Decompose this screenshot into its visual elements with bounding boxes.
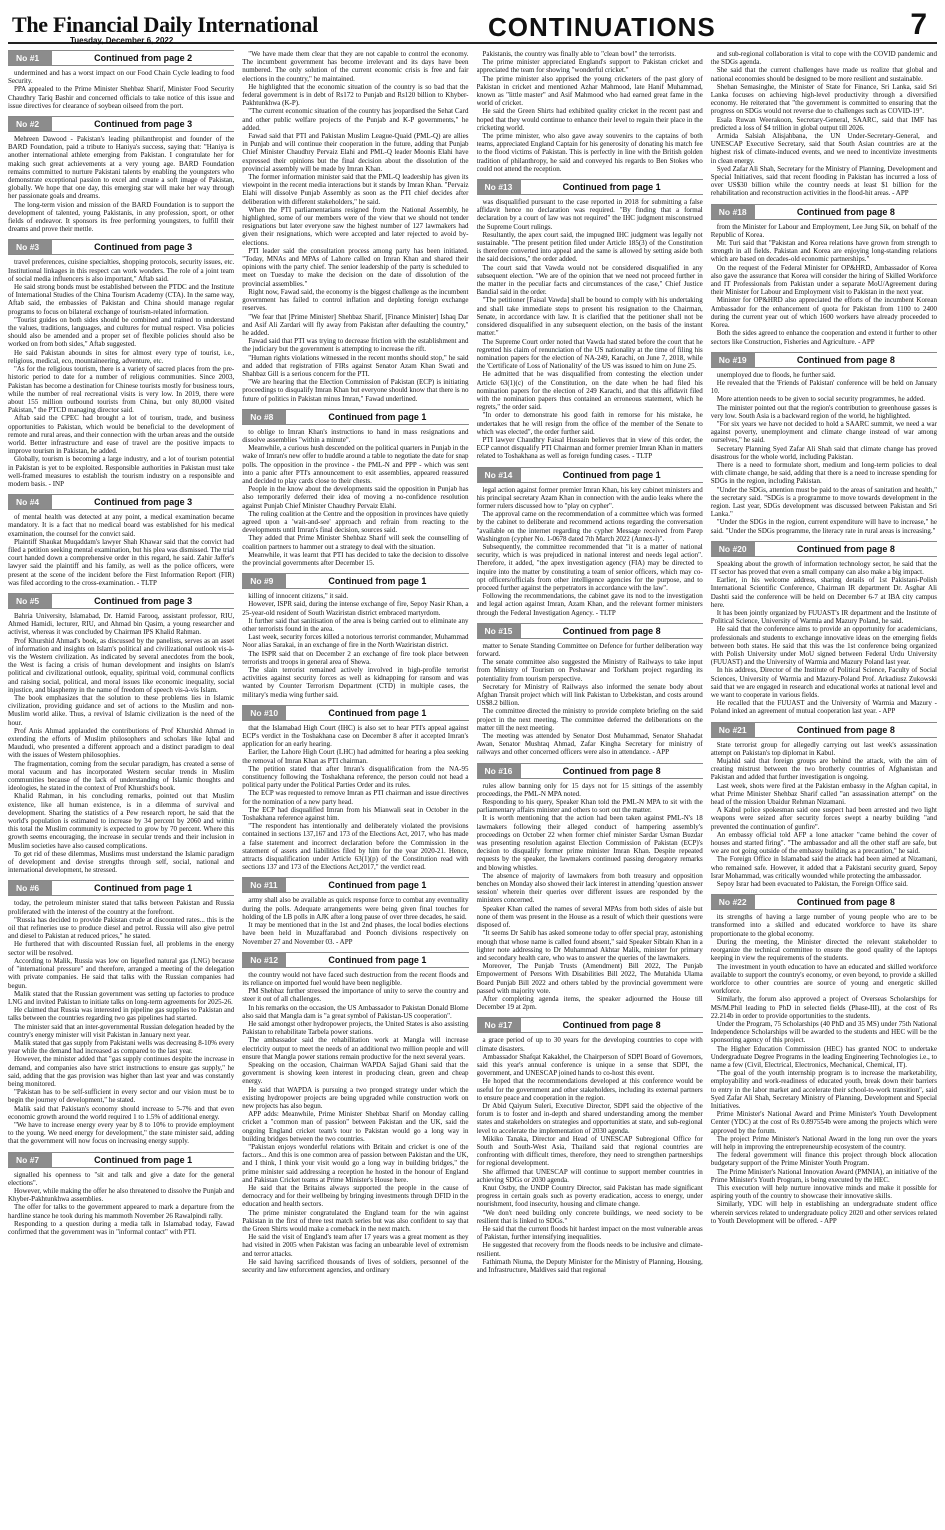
story-paragraph: Last week, shots were fired at the Pakistan embassy in the Afghan capital, in what Prime Minister Shehbaz Sharif called "an assassination attempt" on the head of the mission Ubaidur Rehman Nizamani. [710, 781, 937, 807]
story-paragraph: It further said that sanitisation of the area is being carried out to eliminate any other terrorists found in the area. [242, 616, 469, 633]
story-body [242, 896, 468, 945]
story-header [8, 116, 234, 132]
story-paragraph: He said having sacrificed thousands of lives of soldiers, personnel of the security and law enforcement agencies, and ordinary [242, 1257, 469, 1275]
story-number-badge: No #6 [8, 881, 52, 895]
story-body [711, 913, 937, 1225]
story-paragraph: However, the minister added that "gas supply continues despite the increase in demand, and companies also have strict instructions to ensure gas supply," he said, adding that the gas provision was higher than last year and was constantly being monitored. [8, 1055, 235, 1088]
story-paragraph: The federal government will finance this project through block allocation budgetary support of the Prime Minister Youth Program. [710, 1151, 937, 1168]
story-paragraph: When the PTI parliamentarians resigned from the National Assembly, he highlighted, some of our members were of the view that we should not tender resignations but later everyone saw the highest number of 127 lawmakers had given their resignations, which were accepted and later rejected to avoid by-elections. [242, 205, 469, 247]
continued-from-label: Continued from page 3 [94, 497, 193, 508]
story-header [8, 880, 234, 896]
story-paragraph: was disqualified pursuant to the case reported in 2018 for submitting a false affidavit hence no declaration was required. "By finding that a formal declaration by a court of law was not required" the IHC judgment misconstrued the Supreme Court rulings. [476, 198, 703, 231]
story-paragraph: army shall also be available as quick response force to combat any eventuality during the polls. Adequate arrangements were being given final touches for holding of the LB polls in AJK after a long pause of over three decades, he said. [242, 896, 469, 921]
story-paragraph: The ECP was requested to remove Imran as PTI chairman and issue directives for the nomination of a new party head. [242, 789, 469, 806]
story-paragraph: The Prime Minister's National Innovation Award (PMNIA), an initiative of the Prime Minister's Youth Program, is being executed by the HEC. [710, 1167, 937, 1184]
story-paragraph: Responding to his query, Speaker Khan told the PML-N MPA to sit with the parliamentary affairs minister and others to sort out the matter. [476, 798, 703, 815]
story-number-badge: No #20 [711, 542, 755, 556]
continued-story [711, 894, 937, 1225]
story-paragraph: Prof Anis Ahmad applauded the contributions of Prof Khurshid Ahmad in extending the efforts of Muslim philosophers and scholars like Iqbal and Maududi, who presented a different approach and a distinct paradigm to deal with the issues of Western philosophies. [8, 726, 235, 760]
story-body [477, 1036, 703, 1274]
story-paragraph: "Tourist guides on both sides should be combined and trained to understand the values, traditions, languages, and cultures for mutual respect. Visa policies should also be amended and a proper set of flexible policies should also be worked on from both sides," Aftab suggested. [8, 315, 235, 349]
story-paragraph: She affirmed that UNESCAP will continue to support member countries in achieving SDGs or 2030 agenda. [476, 1167, 703, 1184]
story-header [711, 894, 937, 910]
story-paragraph: Moreover, The Punjab Trusts (Amendment) Bill 2022, The Punjab Empowerment of Persons With Disabilities Bill 2022, The Mutahida Ulama Board Punjab Bill 2022 and others tabled by the provincial government were passed with majority vote. [476, 962, 703, 995]
continued-story [477, 467, 703, 617]
story-paragraph: and sub-regional collaboration is vital to cope with the COVID pandemic and the SDGs agenda. [710, 50, 937, 67]
story-paragraph: undermined and has a worst impact on our Food Chain Cycle leading to food Security. [8, 69, 235, 86]
story-paragraph: The offer for talks to the government appeared to mark a departure from the hardline stance he took during his mammoth November 26 Rawalpindi rally. [8, 1203, 235, 1220]
continued-from-label: Continued from page 8 [562, 765, 661, 776]
column-4 [711, 50, 937, 1524]
story-header [711, 204, 937, 220]
story-paragraph: Similarly, the forum also approved a project of Overseas Scholarships for MS/M.Phil leading to PhD in selected fields (Phase-III), at the cost of Rs 22.214b in order to provide opportunities to the students. [710, 995, 937, 1020]
continued-story [8, 116, 234, 233]
story-body [711, 223, 937, 346]
story-paragraph: "The goal of the youth internship program is to increase the marketability, employability and work-readiness of educated youth, break down their barriers to entry in the labor market and accelerate their school-to-work transition", said Syed Zafar Ali Shah, Secretary Ministry of Planning, Development and Special Initiatives. [710, 1069, 937, 1110]
story-number-badge: No #8 [242, 410, 286, 424]
story-number-badge: No #2 [8, 117, 52, 131]
continued-story [8, 50, 234, 110]
story-paragraph: Minister for OP&HRD also appreciated the efforts of the incumbent Korean Ambassador for the enhancement of quota for Pakistan from 1100 to 2400 during the current year out of which 1600 workers have already proceeded to Korea. [710, 296, 937, 330]
story-number-badge: No #15 [477, 624, 521, 638]
story-paragraph: Mehreen Dawood - Pakistan's leading philanthropist and founder of the BARD Foundation, paid a tribute to Haniya's success, saying that: "Haniya is another international athlete emerging from Pakistan. I congratulate her for making such great achievements at a very young age. BARD Foundation remains committed to nurture Pakistani talents by enabling the youngsters who demonstrate exceptional passion to excel and create a soft image of Pakistan, globally. We hope that one day, this emerging star will make her way through her passionate goals and dreams. [8, 135, 235, 201]
story-body [8, 258, 234, 488]
continued-from-label: Continued from page 8 [796, 206, 895, 217]
continued-from-label: Continued from page 8 [796, 724, 895, 735]
story-paragraph: Fawad said that PTI and Pakistan Muslim League-Quaid (PML-Q) are allies in Punjab and will continue their cooperation in the future, adding that Punjab Chief Minister Chaudhry Pervaiz Elahi and PML-Q leader Moonis Elahi have expressed their opinions but the final decision about the dissolution of the provincial assembly will be made by Imran Khan. [242, 132, 469, 173]
continued-story [477, 50, 703, 173]
story-paragraph: He said strong bonds must be established between the PTDC and the Institute of International Studies of the China Tourism Academy (CTA). In the same way, Aftab said, the embassies of Pakistan and China should manage regular programs to focus on bilateral exchange of tourism-related information. [8, 283, 235, 316]
story-paragraph: "The respondent has intentionally and deliberately violated the provisions contained in sections 137,167 and 173 of the Elections Act, 2017, who has made a false statement and incorrect declaration before the Commission in the statement of assets and liabilities filed by him for the year 2020-21. Hence, attracts disqualification under Article 63(1)(p) of the Constitution read with sections 137 and 173 of the Elections Act,2017," the verdict read. [242, 822, 469, 872]
story-paragraph: The fragmentation, coming from the secular paradigm, has created a sense of moral vacuum and has incorporated Western secular trends in Muslim communities because of the lack of understanding of Islamic thoughts and ideologies, he stated in the context of Prof Khurshid's book. [8, 759, 235, 793]
continued-from-label: Continued from page 1 [94, 883, 193, 894]
story-paragraph: Esala Ruwan Weerakoon, Secretary-General, SAARC, said that IMF has predicted a loss of $4 trillion in global output till 2026. [710, 115, 937, 132]
story-header [477, 623, 703, 639]
story-paragraph: Speaking about the growth of information technology sector, he said that the IT sector has proved that even a small company can also make a big impact. [710, 559, 937, 576]
continued-story [711, 722, 937, 889]
story-header [242, 573, 468, 589]
story-paragraph: "We fear that [Prime Minister] Shehbaz Sharif, [Finance Minister] Ishaq Dar and Asif Ali Zardari will fly away from Pakistan after defaulting the country," he added. [242, 312, 469, 337]
continued-from-label: Continued from page 3 [94, 119, 193, 130]
story-paragraph: to oblige to Imran Khan's instructions to hand in mass resignations and dissolve assemblies "within a minute". [242, 427, 469, 444]
story-paragraph: Khalid Rahman, in his concluding remarks, pointed out that Muslim existence, like all human existence, is in a dilemma of survival and development. Sharing the statistics of a Pew research report, he said that the world's population is estimated to increase by 34 percent by 2060 and within this total the Muslim community is expected to grow by 70 percent. Where this growth seems encouraging, the increase in secular trends and their inclusion in Muslim societies have also caused complications. [8, 792, 235, 850]
continued-from-label: Continued from page 8 [796, 897, 895, 908]
column-3 [477, 50, 703, 1524]
continued-story [242, 877, 468, 945]
story-paragraph: The Supreme Court order noted that Vawda had stated before the court that he regretted his claim of renunciation of the US nationality at the time of filing his nomination papers for the election of NA-249, Karachi, on June 7, 2018, while the 'Certificate of Loss of Nationality' of the US was issued to him on June 25. [476, 337, 703, 371]
story-header [242, 877, 468, 893]
story-paragraph: Fathimath Niuma, the Deputy Minister for the Ministry of Planning, Housing, and Infrastructure, Maldives said that regional [476, 1257, 703, 1275]
story-body [8, 899, 234, 1145]
story-paragraph: He said that WAPDA is pursuing a two pronged strategy under which the existing hydropower projects are being upgraded while construction work on new projects has also begun. [242, 1085, 469, 1110]
continued-from-label: Continued from page 3 [94, 595, 193, 606]
story-paragraph: Syed Zafar Ali Shah, Secretary for the Ministry of Planning, Development and Special Initiatives, said that recent flooding in Pakistan has incurred a loss of over US$30 billion while the country needs at least $1 billion for the rehabilitation and reconstruction activities in the flood-hit areas. - APP [710, 164, 937, 198]
continued-story [8, 593, 234, 875]
article-columns [8, 50, 937, 1524]
story-header [8, 239, 234, 255]
story-body [242, 724, 468, 872]
continued-story [477, 623, 703, 757]
story-paragraph: An embassy official told AFP a lone attacker "came behind the cover of houses and started firing". "The ambassador and all the other staff are safe, but we are not going outside of the embassy building as a precaution," he said. [710, 830, 937, 856]
story-body [242, 50, 468, 403]
story-paragraph: Bahria University, Islamabad, Dr. Hamid Farooq, assistant professor, RIU, Ahmed Hamidi, lecturer, RIU, and Ahmad bin Qasim, a young researcher and activist, whereas it was concluded by Chairman IPS Khalid Rahman. [8, 611, 235, 637]
story-paragraph: APP adds: Meanwhile, Prime Minister Shehbaz Sharif on Monday calling cricket a "common man of passion" between Pakistan and the UK, said the ongoing England cricket team's tour to Pakistan would go a long way in building bridges between the two countries. [242, 1110, 469, 1143]
story-header [8, 494, 234, 510]
story-paragraph: Malik stated that the Russian government was setting up factories to produce LNG and invited Pakistan to initiate talks on long-term agreements for 2025-26. [8, 989, 235, 1006]
story-paragraph: "Pakistan enjoys wonderful relations with Britain and cricket is one of the factors... And this is one common area of passion between Pakistan and the UK, and I think, I think your visit would go a long way in building bridges," the prime minister said addressing a reception he hosted in the honour of England and Pakistan Cricket teams at Prime Minister's House here. [242, 1142, 469, 1184]
story-header [711, 352, 937, 368]
story-paragraph: The prime minister appreciated England's support to Pakistan cricket and appreciated the team for showing "wonderful cricket." [476, 58, 703, 75]
story-paragraph: However, ISPR said, during the intense exchange of fire, Sepoy Nasir Khan, a 25-year-old resident of South Waziristan district embraced martyrdom. [242, 600, 469, 617]
story-paragraph: "Russia has decided to provide Pakistan crude at discounted rates... this is the oil that refineries use to produce diesel and petrol. Russia will also give petrol and diesel to Pakistan at reduced prices," he stated. [8, 915, 235, 941]
story-paragraph: The prime minister also apprised the young cricketers of the past glory of Pakistan in cricket and mentioned Azhar Mahmood, late Hanif Muhammad, known as "little master" and Asif Mahmood who had earned great fame in the world of cricket. [476, 74, 703, 108]
continued-story [711, 204, 937, 346]
story-paragraph: Pakistanis, the country was finally able to "clean bowl" the terrorists. [482, 50, 677, 58]
story-paragraph: "Under the SDGs, attention must be paid to the areas of sanitation and health," the secretary said. "SDGs is a programme to move towards development in the region. Last year, SDGs development was discussed between Pakistan and Sri Lanka." [710, 485, 937, 519]
story-paragraph: There is a need to formulate short, medium and long-term policies to deal with climate change, he said, adding that there is a need to increase spending for SDGs in the region, including Pakistan. [710, 460, 937, 486]
story-paragraph: They added that Prime Minister Shehbaz Sharif will seek the counselling of coalition partners to hammer out a strategy to deal with the situation. [242, 534, 469, 551]
story-paragraph: Meanwhile, it was learnt that PTI has decided to take the decision to dissolve the provincial governments after December 15. [242, 550, 469, 567]
story-paragraph: "In order to demonstrate his good faith in remorse for his mistake, he undertakes that he will resign from the office of the member of the Senate to which was elected", the order further said. [476, 411, 703, 436]
story-paragraph: The book emphasizes that the solution to these problems lies in Islamic civilization, providing guidance and set of actions to the Muslim and non-Muslim world alike. Thus, a revival of Islamic civilization is the need of the hour. [8, 694, 235, 727]
story-body [477, 642, 703, 757]
story-paragraph: The senate committee also suggested the Ministry of Railways to take input from Ministry of Tourism on Peshawar and Torkham project regarding its potentiality from tourism perspective. [476, 658, 703, 683]
story-paragraph: He claimed that Russia was interested in pipeline gas supplies to Pakistan and talks between the countries regarding two gas pipelines had started. [8, 1006, 235, 1023]
story-paragraph: The ruling coalition at the Centre and the opposition in provinces have quietly agreed upon a 'wait-and-see' approach and refrain from reacting to the developments until Imran's final decision, sources said. [242, 509, 469, 535]
paper-title: The Financial Daily International [12, 12, 319, 37]
story-paragraph: He suggested that recovery from the floods needs to be inclusive and climate-resilient. [476, 1241, 703, 1258]
continued-from-label: Continued from page 1 [94, 1154, 193, 1165]
story-number-badge: No #3 [8, 240, 52, 254]
story-header [242, 409, 468, 425]
story-paragraph: Aftab said the CPEC had brought a lot of tourism, trade, and business opportunities to Pakistan, which would be beneficial to the development of remote and rural areas, and their connection with the urban areas and the outside world. Better infrastructure and ease of travel are the positive impacts to improve tourism in Pakistan, he added. [8, 414, 235, 456]
story-paragraph: from the Minister for Labour and Employment, Lee Jung Sik, on behalf of the Republic of Korea. [710, 222, 937, 239]
story-paragraph: More attention needs to be given to social security programmes, he added. [716, 395, 925, 404]
story-paragraph: PPA appealed to the Prime Minister Shehbaz Sharif, Minister Food Security Chaudhry Tariq Bashir and concerned officials to take notice of this issue and issue directives for clearance of soybean oilseed from the port. [8, 85, 235, 110]
story-paragraph: PM Shehbaz further stressed the importance of unity to serve the country and steer it out of all challenges. [242, 987, 469, 1004]
story-paragraph: Sepoy Israr had been evacuated to Pakistan, the Foreign Office said. [716, 880, 908, 889]
story-paragraph: Secretary for Ministry of Railways also informed the senate body about Afghan Transit project which will link Pakistan to Uzbekistan, and costs around US$8.2 billion. [476, 682, 703, 708]
story-paragraph: "We have made them clear that they are not capable to control the economy. The incumbent government has become irrelevant and its days have been numbered. The only solution of the current economic crisis is free and fair elections in the country," he maintained. [242, 50, 469, 83]
story-paragraph: Following the recommendations, the cabinet gave its nod to the investigation and legal action against Imran, Azam Khan, and the relevant former ministers through the Federal Investigation Agency. - TLTP [476, 592, 703, 617]
page-number: 7 [910, 8, 927, 41]
story-body [242, 592, 468, 699]
story-paragraph: The court said that Vawda would not be considered disqualified in any subsequent election. "We are of the opinion that we need not proceed further in the matter in the peculiar facts and circumstances of the case," Chief Justice Bandial said in the order. [476, 263, 703, 297]
continued-story [711, 541, 937, 716]
story-body [477, 50, 703, 173]
story-paragraph: State terrorist group for allegedly carrying out last week's assassination attempt on Pakistan's top diplomat in Kabul. [710, 740, 937, 757]
story-paragraph: Mikiko Tanaka, Director and Head of UNESCAP Subregional Office for South and South-West Asia, Thailand said that regional countries are confronting with difficult times, therefore, they need to strengthen partnerships for regional development. [476, 1134, 703, 1168]
story-paragraph: He revealed that the 'Friends of Pakistan' conference will be held on January 10. [710, 378, 937, 396]
continued-from-label: Continued from page 1 [562, 182, 661, 193]
story-paragraph: In his remarks on the occasion, the US Ambassador to Pakistan Donald Blome also said that Mangla dam is "a great symbol of Pakistan-US cooperation". [242, 1003, 469, 1020]
story-paragraph: This execution will help nurture innovative minds and make it possible for aspiring youth of the country to showcase their innovative skills. [710, 1183, 937, 1201]
story-paragraph: The meeting was attended by Senator Dost Muhammad, Senator Shahadat Awan, Senator Mushtaq Ahmad, Zafar Kingha Secretary for ministry of railways and other concerned officers were also in attendance. - APP [476, 732, 703, 757]
story-header [242, 952, 468, 968]
continued-from-label: Continued from page 8 [562, 625, 661, 636]
story-paragraph: "As for the religious tourism, there is a variety of sacred places from the pre-historic period to date for a number of religious communities. Since 2003, Pakistan has become a destination for Chinese tourists mostly for business tours, while the number of real recreational visits is very low. In 2019, there were about 155 million outbound tourists from China, but only 80,000 visited Pakistan," the PTCD managing director said. [8, 365, 235, 415]
story-paragraph: "It seems Dr Sahib has asked someone today to offer special pray, astonishing enough that whose name is called found absent," said Speaker Sibtain Khan in a lighter note addressing to Dr Muhammad Akhtar Malik, minister for primary and secondary health care, who was to answer the queries of the lawmakers. [476, 929, 703, 962]
story-paragraph: Earlier, in his welcome address, sharing details of 1st Pakistani-Polish International Scientific Conference, Chairman IR department Dr. Asghar Ali Dashti said the conference will be held on December 6-7 at IBA city campus here. [710, 576, 937, 609]
story-paragraph: The slain terrorist remained actively involved in high-profile terrorist activities against security forces as well as kidnapping for ransom and was wanted by Counter Terrorism Department (CTD) in multiple cases, the military's media wing further said. [242, 666, 469, 699]
story-paragraph: Mr. Turi said that "Pakistan and Korea relations have grown from strength to strength in all fields. Pakistan and Korea are enjoying long-standing relations which are based on decades-old economic partnerships." [710, 239, 937, 264]
story-paragraph: its strengths of having a large number of young people who are to be transformed into a skilled and educated workforce to have its share proportionate to the global economy. [710, 913, 937, 938]
continued-from-label: Continued from page 1 [328, 707, 427, 718]
continued-story [8, 239, 234, 488]
story-paragraph: that the Islamabad High Court (IHC) is also set to hear PTI's appeal against ECP's verdict in the Toshakhana case on December 8 after it accepted Imran's application for an early hearing. [242, 723, 469, 749]
story-paragraph: After completing agenda items, the speaker adjourned the House till December 19 at 2pm. [476, 994, 703, 1012]
story-header [711, 541, 937, 557]
story-paragraph: Armida Salsiah Alisjahbana, the UN Under-Secretary-General, and UNESCAP Executive Secretary, said that South Asian countries are at the highest risk of climate-induced events, and we need to incentivize investments in clean energy. [710, 132, 937, 165]
story-paragraph: The minister said that an inter-governmental Russian delegation headed by the country's energy minister will visit Pakistan in January next year. [8, 1022, 235, 1039]
story-paragraph: travel preferences, cuisine specialties, shopping protocols, security issues, etc. Institutional linkages in this respect can work wonders. The role of a joint team of social media influencers is also important," Aftab said. [8, 258, 235, 283]
story-paragraph: The Higher Education Commission (HEC) has granted NOC to undertake Undergraduate Degree Programs in the leading Engineering Technologies i.e., to name a few (Civil, Electrical, Electronics, Mechanical, Chemical, IT). [710, 1044, 937, 1069]
story-paragraph: Malik said that Pakistan's economy should increase to 5-7% and that even economic growth around the world required 1 to 1.5% of additional energy. [8, 1104, 235, 1121]
story-paragraph: To get rid of these dilemmas, Muslims must understand the Islamic paradigm of development and devise strengths through self, social, national and international development, he stressed. [8, 849, 235, 875]
story-paragraph: "Pakistan has to be self-sufficient in every sector and our vision must be to begin the journey of development," he stated. [8, 1088, 235, 1105]
story-body [242, 971, 468, 1275]
story-paragraph: The former information minister said that the PML-Q leadership has given its viewpoint in the recent media interactions but it stands by Imran Khan. "Pervaiz Elahi will dissolve Punjab Assembly as soon as the PTI chief decides after deliberation with different stakeholders," he said. [242, 173, 469, 206]
story-paragraph: PTI leader said the consultation process among party has been initiated. "Today, MNAs and MPAs of Lahore called on Imran Khan and shared their opinions with the party chief. The senior leadership of the party is scheduled to meet on Tuesday to make the decision on the date of dissolution of the provincial assemblies." [242, 246, 469, 288]
story-paragraph: He said that the conference aims to provide an opportunity for academicians, professionals and students to exchange innovative ideas on the emerging fields between both states. He said that this was the 1st conference being organized with Polish University under MoU signed between Federal Urdu University (FUUAST) and the University of Warmia and Mazury Poland last year. [710, 625, 937, 667]
story-paragraph: According to Malik, Russia was low on liquefied natural gas (LNG) because of "international pressure" and therefore, arranged a meeting of the delegation with private companies. He said that talks with the Russian companies had begun. [8, 956, 235, 990]
continued-from-label: Continued from page 1 [328, 880, 427, 891]
story-paragraph: rules allow banning only for 15 days not for 15 sittings of the assembly proceedings, the PML-N MPA noted. [476, 781, 703, 798]
story-body [8, 135, 234, 233]
story-paragraph: The prime minister congratulated the England team for the win against Pakistan in the first of three test match series but was also confident to say that the Green Shirts would make a comeback in the next match. [242, 1208, 469, 1233]
story-paragraph: He said the visit of England's team after 17 years was a great moment as they had visited in 2005 when Pakistan was facing an unbearable level of extremism and terror attacks. [242, 1233, 469, 1258]
continued-story [242, 952, 468, 1275]
story-paragraph: He hoped that the recommendations developed at this conference would be useful for the government and other stakeholders, including its external partners to ensure peace and cooperation in the region. [476, 1077, 703, 1102]
story-number-badge: No #1 [8, 51, 52, 65]
story-paragraph: PTI lawyer Chaudhry Faisal Hussain believes that in view of this order, the ECP cannot disqualify PTI Chairman and former premier Imran Khan in matters related to Toshakhana as well as foreign funding cases. - TLTP [476, 435, 703, 461]
story-header [711, 722, 937, 738]
story-paragraph: of mental health was detected at any point, a medical examination became mandatory. It is a fact that no medical board was established for his medical examination, the counsel for the convict said. [8, 513, 235, 538]
story-number-badge: No #14 [477, 468, 521, 482]
story-paragraph: killing of innocent citizens," it said. [248, 592, 349, 601]
story-paragraph: Shehan Semasinghe, the Minister of State for Finance, Sri Lanka, said Sri Lanka focuses on achieving high-level productivity through a diversified economy. He reiterated that "the government is committed to ensuring that the progress on SDGs would not reverse due to challenges such as COVID-19". [710, 82, 937, 116]
story-paragraph: The approval came on the recommendation of a committee which was formed by the cabinet to deliberate and recommend actions regarding the conversation "available on the internet regarding the cypher Message received from Parep Washington (cypher No. 1-0678 dated 7th March 2022 (Annex-I)". [476, 510, 703, 543]
story-paragraph: Prof Khurshid Ahmad's book, as discussed by the panelists, serves as an asset of information and insights on Islam's political and civilizational outlook vis-à-vis the Western civilization. As indicated by several anecdotes from the book, the West is facing a crisis of human development and insights on Islam's political and civilizational outlook, equality, spiritual void, communal conflicts and raising social, political, and moral issues like economic inequality, social injustice, and blasphemy in the name of freedom of speech vis-à-vis Islam. [8, 636, 235, 694]
story-paragraph: On the request of the Federal Minister for OP&HRD, Ambassador of Korea also gave the assurance that Korea will consider the hiring of Skilled Workforce and IT Professionals from Pakistan under a separate MoU/Agreement during their Minister for Labour and Employment visit to Pakistan in the next year. [710, 263, 937, 297]
story-paragraph: It has been jointly organized by FUUAST's IR department and the Institute of Political Science, University of Warmia and Mazury Poland, he said. [710, 608, 937, 626]
story-paragraph: The prime minister, who also gave away souvenirs to the captains of both teams, appreciated England Captain for his generosity of donating his match fee to the flood victims of Pakistan. This is perfectly in line with the British golden tradition of philanthropy, he said and conveyed his regards to Ben Stokes who could not attend the reception. [476, 132, 703, 173]
story-body [477, 198, 703, 461]
story-paragraph: "For six years we have not decided to hold a SAARC summit, we need a war against poverty, unemployment and climate change instead of war among ourselves," he said. [710, 419, 937, 445]
story-paragraph: "Under the SDGs in the region, current expenditure will have to increase," he said. "Under the SDGs programme, the literacy rate in rural areas is increasing." [710, 518, 937, 535]
story-number-badge: No #11 [242, 878, 286, 892]
story-paragraph: Both the sides agreed to enhance the cooperation and extend it further to other sectors like Construction, Fisheries and Agriculture. - APP [710, 329, 937, 346]
story-paragraph: Similarly, YDC will help in establishing an undergraduate student office wherein services related to undergraduate policy 2020 and other services related to Youth Development will be offered. - APP [710, 1200, 937, 1225]
story-paragraph: Secretary Planning Syed Zafar Ali Shah said that climate change has proved disastrous for the whole world, including Pakistan. [710, 444, 937, 461]
story-body [8, 69, 234, 110]
column-1 [8, 50, 234, 1524]
story-number-badge: No #7 [8, 1153, 52, 1167]
story-paragraph: Knut Ostby, the UNDP Country Director, said Pakistan has made significant progress in certain goals such as poverty eradication, access to energy, under nourishment, food insecurity, housing and climate change. [476, 1183, 703, 1209]
story-paragraph: He recalled that the FUUAST and the University of Warmia and Mazury - Poland inked an agreement of mutual cooperation last year. - APP [710, 699, 937, 716]
story-paragraph: People in the know about the developments said the opposition in Punjab has also temporarily deferred their idea of moving a no-confidence resolution against Punjab Chief Minister Chaudhry Pervaiz Elahi. [242, 485, 469, 510]
story-paragraph: Earlier, the Lahore High Court (LHC) had admitted for hearing a plea seeking the removal of Imran Khan as PTI chairman. [242, 748, 469, 765]
story-header [477, 179, 703, 195]
story-body [8, 1171, 234, 1237]
continued-from-label: Continued from page 8 [796, 354, 895, 365]
story-paragraph: Mujahid said that foreign groups are behind the attack, with the aim of creating mistrust between the two brotherly countries of Afghanistan and Pakistan and added that further investigation is ongoing. [710, 757, 937, 782]
story-paragraph: The long-term vision and mission of the BARD Foundation is to support the development of talented, young Pakistanis, in any profession, sport, or other fields of endeavor. It sponsors its free performing youngsters, to fulfill their dreams and prove their mettle. [8, 200, 235, 234]
continued-from-label: Continued from page 1 [328, 576, 427, 587]
story-paragraph: He admitted that he was disqualified from contesting the election under Article 63(1)(c) of the Constitution, on the date when he had filed his nomination papers for the election of 249 Karachi, and that this affidavit filed with the nomination papers thus contained an erroneous statement, which he regrets," the order said. [476, 370, 703, 412]
story-paragraph: He said Pakistan abounds in sites for almost every type of tourist, i.e., religious, medical, eco, mountaineering, adventure, etc. [8, 348, 235, 365]
story-body [242, 428, 468, 567]
story-paragraph: The committee directed the ministry to provide complete briefing on the said project in the next meeting. The committee deferred the deliberations on the matter till the next meeting. [476, 707, 703, 732]
story-number-badge: No #19 [711, 353, 755, 367]
continued-story [8, 494, 234, 587]
story-paragraph: However, while making the offer he also threatened to dissolve the Punjab and Khyber-Pakhtunkhwa assemblies. [8, 1186, 235, 1204]
story-header [477, 467, 703, 483]
story-paragraph: He said the Green Shirts had exhibited quality cricket in the recent past and hoped that they would continue to enhance their level to regain their place in the cricketing world. [476, 107, 703, 132]
continued-from-label: Continued from page 1 [328, 411, 427, 422]
column-2 [242, 50, 468, 1524]
story-number-badge: No #21 [711, 723, 755, 737]
story-paragraph: "The petitioner [Faisal Vawda] shall be bound to comply with his undertaking and shall take immediate steps to present his resignation to the Chairman, Senate, in accordance with law. It is clarified that the petitioner shall not be considered disqualified in any subsequent election, on the basis of the instant matter." [476, 296, 703, 338]
story-body [711, 560, 937, 716]
story-body [711, 371, 937, 535]
story-paragraph: Dr Abid Qaiyum Suleri, Executive Director, SDPI said the objective of the forum is to foster and in-depth and shared understanding among the member states and stakeholders on strategies and opportunities at state, and sub-regional level to accelerate the implementation of 2030 agenda. [476, 1101, 703, 1135]
story-paragraph: Speaking on the occasion, Chairman WAPDA Sajjad Ghani said that the government is showing keen interest in producing clean, green and cheap energy. [242, 1060, 469, 1086]
continued-story [242, 573, 468, 699]
story-paragraph: It is worth mentioning that the action had been taken against PML-N's 18 lawmakers following their alleged conduct of hampering assembly's proceedings on October 22 when former chief minister Sardar Usman Buzdar was presenting resolution against Election Commission of Pakistan (ECP)'s decision to disqualify former prime minister Imran Khan. Despite repeated requests by the speaker, the lawmakers continued passing derogatory remarks and blowing whistles. [476, 814, 703, 872]
continued-story [477, 763, 703, 1012]
story-paragraph: today, the petroleum minister stated that talks between Pakistan and Russia proliferated with the interest of the country at the forefront. [8, 899, 235, 916]
story-number-badge: No #22 [711, 895, 755, 909]
continued-from-label: Continued from page 8 [796, 543, 895, 554]
story-paragraph: Prime Minister's National Award and Prime Minister's Youth Development Center (YDC) at the cost of Rs 0.897554b were among the projects which were approved by the forum. [710, 1110, 937, 1135]
continued-from-label: Continued from page 3 [94, 242, 193, 253]
story-paragraph: "We don't need building only concrete buildings, we need society to be resilient that is linked to SDGs." [476, 1208, 703, 1225]
story-paragraph: He said amongst other hydropower projects, the United States is also assisting Pakistan to rehabilitate Tarbela power stations. [242, 1019, 469, 1037]
story-paragraph: In his address, Director of the Institute of Political Science, Faculty of Social Sciences, University of Warmia and Mazury-Poland Prof. Arkadiusz Zukowski said that we are engaged in research and educational works at national level and we want to cooperate in various fields. [710, 666, 937, 700]
story-paragraph: A Kabul police spokesman said one suspect had been arrested and two light weapons were seized after security forces swept a nearby building "and prevented the continuation of gunfire". [710, 806, 937, 831]
section-title: CONTINUATIONS [488, 12, 716, 42]
story-header [8, 593, 234, 609]
story-paragraph: He said that the Britains always supported the people in the cause of democracy and for their wellbeing by bringing investments through DFID in the education and health sectors. [242, 1183, 469, 1209]
story-paragraph: Subsequently, the committee recommended that "it is a matter of national security, which is was prejudiced in national interest and needs legal action". Therefore, it added, "the apex investigation agency (FIA) may be directed to inquire into the matter by constituting a team of senior officers, which may co-opt officers/officials from other intelligence agencies for the purpose, and to proceed further against the perpetrators in accordance with the law". [476, 542, 703, 592]
story-paragraph: He said that the current floods hit hardest impact on the most vulnerable areas of Pakistan, further intensifying inequalities. [476, 1225, 703, 1242]
continued-story [242, 705, 468, 872]
story-paragraph: Resultantly, the apex court said, the impugned IHC judgment was legally not sustainable. "The present petition filed under Article 185(3) of the Constitution is therefore converted into appeal and the same is allowed by setting aside both the said decisions," the order added. [476, 230, 703, 264]
continued-story [8, 880, 234, 1145]
story-body [711, 741, 937, 889]
story-paragraph: Right now, Fawad said, the economy is the biggest challenge as the incumbent government has failed to control inflation and depleting foreign exchange reserves. [242, 287, 469, 313]
story-paragraph: matter to Senate Standing Committee on Defence for further deliberation way forward. [476, 641, 703, 658]
story-body [8, 513, 234, 587]
story-number-badge: No #4 [8, 495, 52, 509]
story-number-badge: No #16 [477, 764, 521, 778]
story-header [477, 1017, 703, 1033]
story-paragraph: Responding to a question during a media talk in Islamabad today, Fawad confirmed that the government was in "informal contact" with PTI. [8, 1219, 235, 1236]
story-paragraph: The minister pointed out that the region's contribution to greenhouse gasses is very low. South Asia is a backward region of the world, he highlighted. [710, 403, 937, 420]
story-paragraph: He furthered that with discounted Russian fuel, all problems in the energy sector will be resolved. [8, 940, 235, 957]
story-header [8, 50, 234, 66]
story-paragraph: "We have to increase energy every year by 8 to 10% to provide employment to the young. We need energy for development," the state minister said, adding that the government will now focus on increasing energy supply. [8, 1120, 235, 1146]
story-body [477, 486, 703, 617]
story-paragraph: Fawad said that PTI was trying to decrease friction with the establishment and the judiciary but the government is attempting to increase the rift. [242, 337, 469, 354]
story-number-badge: No #10 [242, 706, 286, 720]
continued-from-label: Continued from page 1 [562, 469, 661, 480]
continued-story [711, 352, 937, 535]
continued-from-label: Continued from page 2 [94, 53, 193, 63]
story-paragraph: The petition stated that after Imran's disqualification from the NA-95 constituency following the Toshakhana reference, the person could not head a political party under the Political Parties Order and its rules. [242, 764, 469, 790]
story-paragraph: During the meeting, the Minister directed the relevant stakeholder to reorganize the technical committee to ensure the good quality of the laptops keeping in view the requirements of the students. [710, 937, 937, 963]
story-paragraph: the country would not have faced such destruction from the recent floods and its reliance on imported fuel would have been negligible. [242, 970, 469, 987]
story-paragraph: The Foreign Office in Islamabad said the attack had been aimed at Nizamani, who remained safe. However, it added that a Pakistani security guard, Sepoy Israr Mohammad, was critically wounded while protecting the ambassador. [710, 855, 937, 880]
story-body [711, 50, 937, 198]
story-header [8, 1152, 234, 1168]
continued-story [477, 1017, 703, 1274]
story-paragraph: It may be mentioned that in the 1st and 2nd phases, the local bodies elections have been held in Muzaffarabad and Poonch divisions respectively on November 27 and November 03. - APP [242, 921, 469, 946]
story-paragraph: signalled his openness to "sit and talk and give a date for the general elections". [8, 1170, 235, 1187]
story-paragraph: The ambassador said the rehabilitation work at Mangla will increase electricity output to meet the needs of an additional two million people and will ensure that Mangla power stations remain productive for the next several years. [242, 1036, 469, 1061]
story-paragraph: unemployed due to floods, he further said. [716, 370, 836, 379]
story-number-badge: No #9 [242, 574, 286, 588]
story-paragraph: "We are hearing that the Election Commission of Pakistan (ECP) is initiating proceedings to disqualify Imran Khan but everyone should know that there is no future of politics in Pakistan minus Imran," Fawad underlined. [242, 378, 469, 403]
continued-story [242, 50, 468, 403]
story-header [242, 705, 468, 721]
masthead [8, 6, 937, 44]
continued-from-label: Continued from page 1 [328, 954, 427, 965]
issue-date: Tuesday, December 6, 2022 [70, 36, 174, 45]
story-paragraph: Meanwhile, a curious hush descended on the political quarters in Punjab in the wake of Imran's new offer to huddle around a table to negotiate the date for snap polls. The opposition in the province - the PML-N and PPP - which was sent into a panic after PTI's announcement to exit assemblies, appeared reassured and decided to play cards close to their chests. [242, 444, 469, 485]
story-paragraph: Ambassador Shafqat Kakakhel, the Chairperson of SDPI Board of Governors, said this year's annual conference is unique in a sense that SDPI, the government, and UNESCAP joined hands to co-host this event. [476, 1052, 703, 1078]
story-body [8, 612, 234, 875]
story-body [477, 782, 703, 1012]
story-paragraph: Malik stated that gas supply from Pakistani wells was decreasing 8-10% every year while the demand had increased as compared to the last year. [8, 1038, 235, 1056]
story-paragraph: Last week, security forces killed a notorious terrorist commander, Muhammad Noor alias Sarakai, in an exchange of fire in the North Waziristan district. [242, 633, 469, 650]
continued-story [242, 409, 468, 567]
story-paragraph: Under the Program, 75 Scholarships (40 PhD and 35 MS) under 75th National Independence Scholarships will be awarded to the students and HEC will be the sponsoring agency of this project. [710, 1019, 937, 1045]
story-paragraph: The project Prime Minister's National Award in the long run over the years will help in improving the entrepreneurship ecosystem of the country. [710, 1134, 937, 1151]
story-paragraph: She said that the current challenges have made us realize that global and national economies should be designed to be more resilient and sustainable. [710, 66, 937, 83]
story-number-badge: No #17 [477, 1018, 521, 1032]
story-paragraph: The ISPR said that on December 2 an exchange of fire took place between terrorists and troops in general area of Shewa. [242, 649, 469, 666]
story-number-badge: No #18 [711, 205, 755, 219]
story-paragraph: "The current economic situation of the country has jeopardised the Sehat Card and other public welfare projects of the Punjab and K-P governments," he added. [242, 107, 469, 132]
continued-story [711, 50, 937, 198]
story-paragraph: "Human rights violations witnessed in the recent months should stop," he said and added that registration of FIRs against Senator Azam Khan Swati and Shahbaz Gill is a serious concern for the PTI. [242, 353, 469, 378]
continued-story [8, 1152, 234, 1237]
story-paragraph: a grace period of up to 30 years for the developing countries to cope with climate disasters. [476, 1036, 703, 1053]
story-paragraph: He highlighted that the economic situation of the country is so bad that the federal government is in debt of Rs172 to Punjab and Rs120 billion to Khyber-Pakhtunkhwa (K-P). [242, 82, 469, 108]
story-paragraph: The absence of majority of lawmakers from both treasury and opposition benches on Monday also showed their lack interest in attending 'question answer session' wherein their queries over different issues are responded by the ministers concerned. [476, 871, 703, 905]
continued-from-label: Continued from page 8 [562, 1020, 661, 1031]
story-paragraph: The investment in youth education to have an educated and skilled workforce available to support the country's economy, or even beyond, to provide a skilled workforce to other countries are source of young and energetic skilled workforce. [710, 962, 937, 996]
continued-story [477, 179, 703, 461]
story-number-badge: No #12 [242, 953, 286, 967]
story-number-badge: No #13 [477, 180, 521, 194]
story-paragraph: Plaintiff Shaukat Muqaddam's lawyer Shah Khawar said that the convict had filed a petition seeking mental examination, but his plea was dismissed. The trial court handed down a comprehensive order in this regard, he said. Zahir Jaffer's lawyer said the plaintiff and his family, as well as the police officers, were present at the scene of the incident before the First Information Report (FIR) was filed according to the cross-examination. - TLTP [8, 537, 235, 587]
story-paragraph: Globally, tourism is becoming a large industry, and a lot of tourism potential in Pakistan is yet to be exploited. Responsible authorities in Pakistan must take well-framed measures to establish the tourism industry on a responsible and modern basis. - INP [8, 455, 235, 488]
story-header [477, 763, 703, 779]
story-paragraph: Speaker Khan called the names of several MPAs from both sides of aisle but none of them was present in the House as a result of which their questions were disposed of. [476, 904, 703, 930]
story-number-badge: No #5 [8, 594, 52, 608]
story-paragraph: The ECP had disqualified Imran from his Mianwali seat in October in the Toshakhana reference against him. [242, 805, 469, 823]
story-paragraph: legal action against former premier Imran Khan, his key cabinet ministers and his principal secretary Azam Khan in connection with the audio leaks where the former rulers discussed how to "play on cypher". [476, 485, 703, 510]
